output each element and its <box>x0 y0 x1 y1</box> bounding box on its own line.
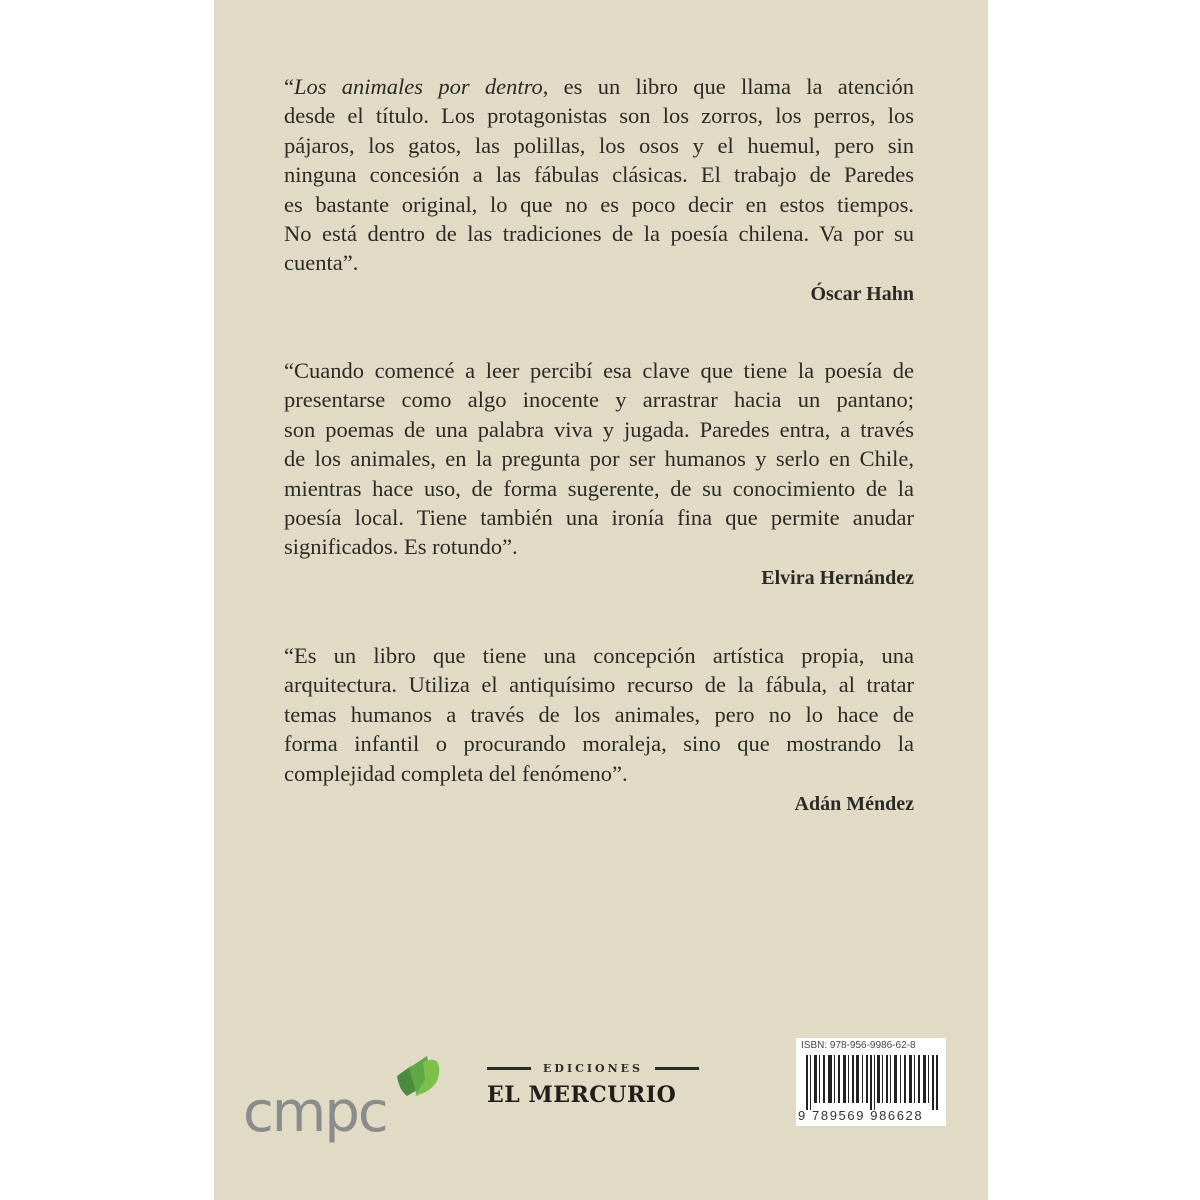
blurb-line: mientras hace uso, de forma sugerente, de su conocimiento de la <box>284 475 914 501</box>
blurb-line: “Los animales por dentro, es un libro que llama la atención <box>284 74 914 99</box>
blurb-oscar-hahn <box>284 72 914 309</box>
blurb-line: presentarse como algo inocente y arrastrar hacia un pantano; <box>284 387 914 413</box>
blurb-line: desde el título. Los protagonistas son los zorros, los perros, los <box>284 103 914 129</box>
ediciones-el-mercurio-logo <box>487 1058 699 1138</box>
blurb-line: “Cuando comencé a leer percibí esa clave que tiene la poesía de <box>284 358 914 383</box>
barcode-digits: 9 789569 986628 <box>798 1108 924 1123</box>
divider <box>487 1067 531 1070</box>
barcode-icon <box>804 1055 940 1110</box>
blurb-line: son poemas de una palabra viva y jugada. Paredes entra, a través <box>284 416 914 442</box>
blurb-line: complejidad completa del fenómeno”. <box>284 760 628 786</box>
blurb-line: pájaros, los gatos, las polillas, los osos y el huemul, pero sin <box>284 132 914 158</box>
blurb-author: Elvira Hernández <box>761 566 914 589</box>
blurb-author: Adán Méndez <box>794 792 914 815</box>
blurb-line: cuenta”. <box>284 250 359 276</box>
blurb-line: significados. Es rotundo”. <box>284 534 518 560</box>
divider <box>655 1067 699 1070</box>
blurb-line: ninguna concesión a las fábulas clásicas. El trabajo de Paredes <box>284 162 914 188</box>
ediciones-label: EDICIONES <box>543 1061 643 1075</box>
blurb-line: de los animales, en la pregunta por ser humanos y serlo en Chile, <box>284 446 914 472</box>
cmpc-wordmark: cmpc <box>243 1080 387 1145</box>
blurb-elvira-hernandez <box>284 356 914 593</box>
blurb-author: Óscar Hahn <box>810 282 914 305</box>
cmpc-logo <box>243 1060 453 1150</box>
blurb-line: forma infantil o procurando moraleja, sino que mostrando la <box>284 731 914 757</box>
blurb-line: “Es un libro que tiene una concepción artística propia, una <box>284 643 914 668</box>
blurb-line: temas humanos a través de los animales, pero no lo hace de <box>284 701 914 727</box>
isbn-label: ISBN: 978-956-9986-62-8 <box>801 1040 916 1051</box>
blurb-line: poesía local. Tiene también una ironía fina que permite anudar <box>284 504 914 530</box>
blurb-line: No está dentro de las tradiciones de la poesía chilena. Va por su <box>284 220 914 246</box>
isbn-barcode <box>796 1038 946 1126</box>
blurb-line: arquitectura. Utiliza el antiquísimo recurso de la fábula, al tratar <box>284 672 914 698</box>
blurb-adan-mendez <box>284 641 914 819</box>
leaf-icon <box>393 1056 453 1106</box>
el-mercurio-label: EL MERCURIO <box>487 1082 677 1108</box>
blurb-line: es bastante original, lo que no es poco decir en estos tiempos. <box>284 191 914 217</box>
